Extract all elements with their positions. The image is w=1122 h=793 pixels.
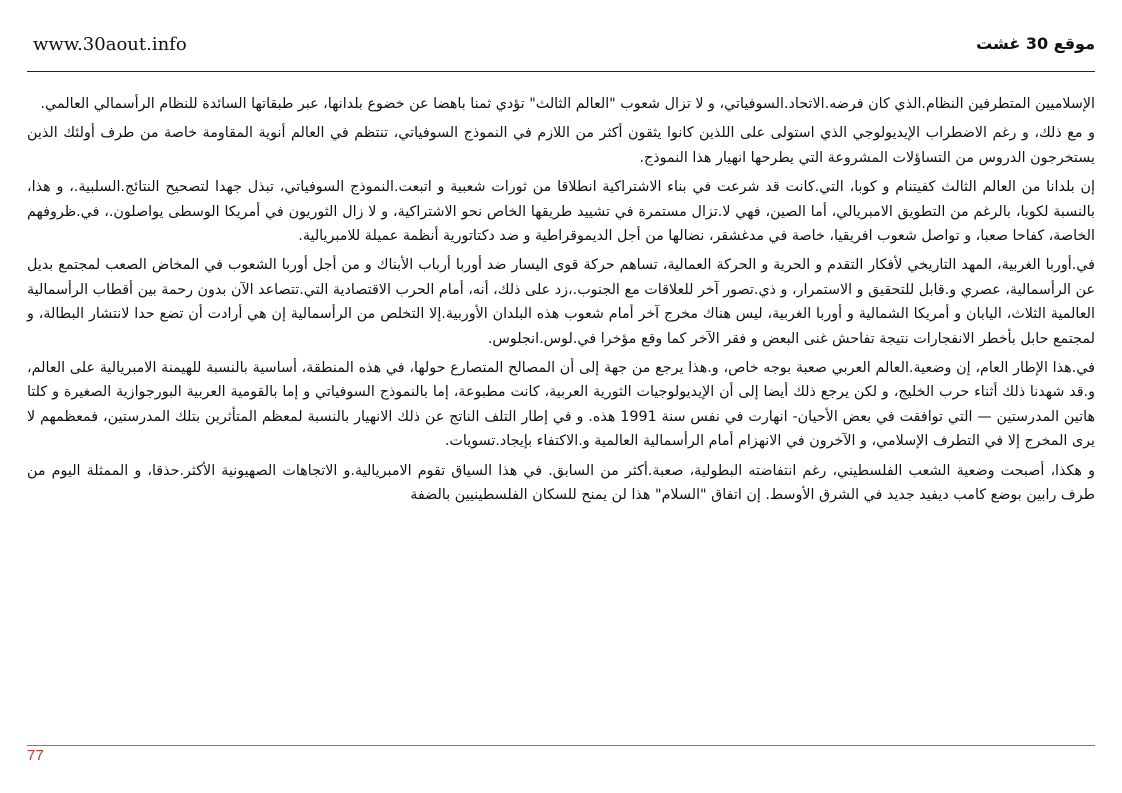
paragraph: إن بلدانا من العالم الثالث كفيتنام و كوبا، التي.كانت قد شرعت في بناء الاشتراكية انطلاقا من ثورات شعبية و اتبعت.النموذج السوفياتي، تبذل جهدا لتصحيح النتائج.السلبية.، و هذا، بالنسبة لكوبا، بالرغم من التطويق الامبريالي، أما الصين، فهي لا.تزال مستمرة في تشييد طريقها الخاص نحو الاشتراكية، و لا زال الثوريون في أمريكا الوسطى يواصلون.، في.ظروفهم الخاصة، كفاحا صعبا، و تواصل شعوب افريقيا، خاصة في مدغشقر، نضالها من أجل الديموقراطية و ضد دكتاتورية أنظمة عميلة للامبريالية.	[27, 179, 1095, 245]
paragraph: في.أوربا الغربية، المهد التاريخي لأفكار التقدم و الحرية و الحركة العمالية، تساهم حركة قوى اليسار ضد أوربا أرباب الأبناك و من أجل أوربا الشعوب في المخاض الصعب لمجتمع بديل عن الرأسمالية، عصري و.قابل للتحقيق و الاستمرار، و ذي.تصور آخر للعلاقات مع الجنوب.،زد على ذلك، أنه، أمام الحرب الاقتصادية التي.تتصاعد الآن بدون رحمة بين أقطاب الرأسمالية العالمية الثلاث، اليابان و أمريكا الشمالية و أوربا الغربية، ليس هناك مخرج آخر أمام شعوب هذه البلدان الأوربية.إلا التخلص من الرأسمالية إن هي أرادت أن تضع حدا لانتشار البطالة، و لمجتمع حابل بأخطر الانفجارات نتيجة تفاحش غنى البعض و فقر الآخر كما وقع مؤخرا في.لوس.انجلوس.	[27, 257, 1095, 347]
page-header	[27, 30, 1095, 70]
paragraph: و مع ذلك، و رغم الاضطراب الإيديولوجي الذي استولى على اللذين كانوا يثقون أكثر من اللازم في النموذج السوفياتي، تنتظم في العالم أنوية المقاومة خاصة من طرف أولئك الذين يستخرجون الدروس من التساؤلات المشروعة التي يطرحها انهيار هذا النموذج.	[27, 125, 1095, 166]
site-url[interactable]: www.30aout.info	[33, 34, 187, 55]
footer-divider	[27, 745, 1095, 746]
page-number: 77	[27, 747, 44, 764]
article-body	[27, 92, 1095, 513]
paragraph: في.هذا الإطار العام، إن وضعية.العالم العربي صعبة بوجه خاص، و.هذا يرجع من جهة إلى أن المصالح المتصارع حولها، في هذه المنطقة، أساسية بالنسبة للهيمنة الامبريالية على العالم، و.قد شهدنا ذلك أثناء حرب الخليج، و لكن يرجع ذلك أيضا إلى أن الإيديولوجيات الثورية العربية، كانت مطبوعة، إما بالنموذج السوفياتي و إما بالقومية العربية البورجوازية الصغيرة و كلتا هاتين المدرستين — التي توافقت في بعض الأحيان- انهارت في نفس سنة 1991 هذه. و في إطار التلف الناتج عن ذلك الانهيار بالنسبة لمعظم المتأثرين بتلك المدرستين، فمعظمهم لا يرى المخرج إلا في التطرف الإسلامي، و الآخرون في الانهزام أمام الرأسمالية العالمية و.الاكتفاء بإيجاد.تسويات.	[27, 360, 1095, 450]
paragraph: و هكذا، أصبحت وضعية الشعب الفلسطيني، رغم انتفاضته البطولية، صعبة.أكثر من السابق. في هذا السياق تقوم الامبريالية.و الاتجاهات الصهيونية الأكثر.حذقا، و الممثلة اليوم من طرف رابين بوضع كامب ديفيد جديد في الشرق الأوسط. إن اتفاق "السلام" هذا لن يمنح للسكان الفلسطينيين بالضفة	[27, 462, 1095, 504]
header-divider	[27, 71, 1095, 72]
paragraph: الإسلاميين المتطرفين النظام.الذي كان فرضه.الاتحاد.السوفياتي، و لا تزال شعوب "العالم الثالث" تؤدي ثمنا باهضا عن خضوع بلدانها، عبر طبقاتها السائدة للنظام الرأسمالي العالمي.	[40, 96, 1095, 112]
site-name: موقع 30 غشت	[976, 34, 1095, 53]
